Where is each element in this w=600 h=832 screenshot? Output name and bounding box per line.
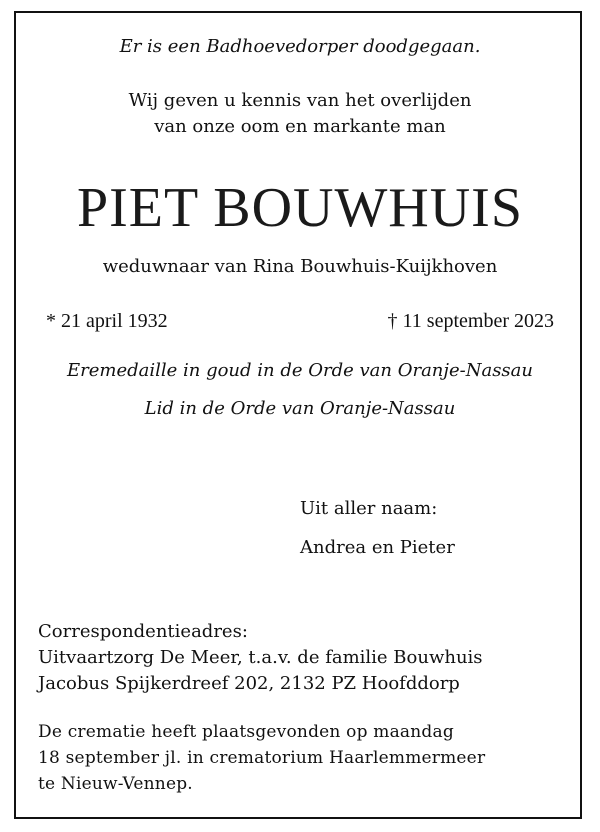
signature-names: Andrea en Pieter: [300, 537, 455, 558]
correspondence-label: Correspondentieadres:: [38, 621, 248, 642]
birth-date: * 21 april 1932: [46, 310, 168, 332]
death-date: † 11 september 2023: [387, 310, 554, 332]
cremation-line-1: De crematie heeft plaatsgevonden op maandag: [38, 722, 454, 742]
honour-line-2: Lid in de Orde van Oranje-Nassau: [144, 398, 456, 419]
cremation-line-3: te Nieuw-Vennep.: [38, 774, 193, 794]
deceased-name: PIET BOUWHUIS: [77, 177, 523, 239]
cremation-line-2: 18 september jl. in crematorium Haarlemmermeer: [38, 748, 486, 768]
relation-line: weduwnaar van Rina Bouwhuis-Kuijkhoven: [102, 256, 498, 277]
correspondence-line-2: Jacobus Spijkerdreef 202, 2132 PZ Hoofddorp: [38, 673, 460, 694]
correspondence-line-1: Uitvaartzorg De Meer, t.a.v. de familie Bouwhuis: [38, 647, 483, 668]
notice-line-2: van onze oom en markante man: [154, 116, 446, 137]
intro-line: Er is een Badhoevedorper doodgegaan.: [119, 36, 481, 57]
signature-label: Uit aller naam:: [300, 498, 438, 519]
honour-line-1: Eremedaille in goud in de Orde van Oranje-Nassau: [66, 360, 533, 381]
notice-line-1: Wij geven u kennis van het overlijden: [128, 90, 472, 111]
